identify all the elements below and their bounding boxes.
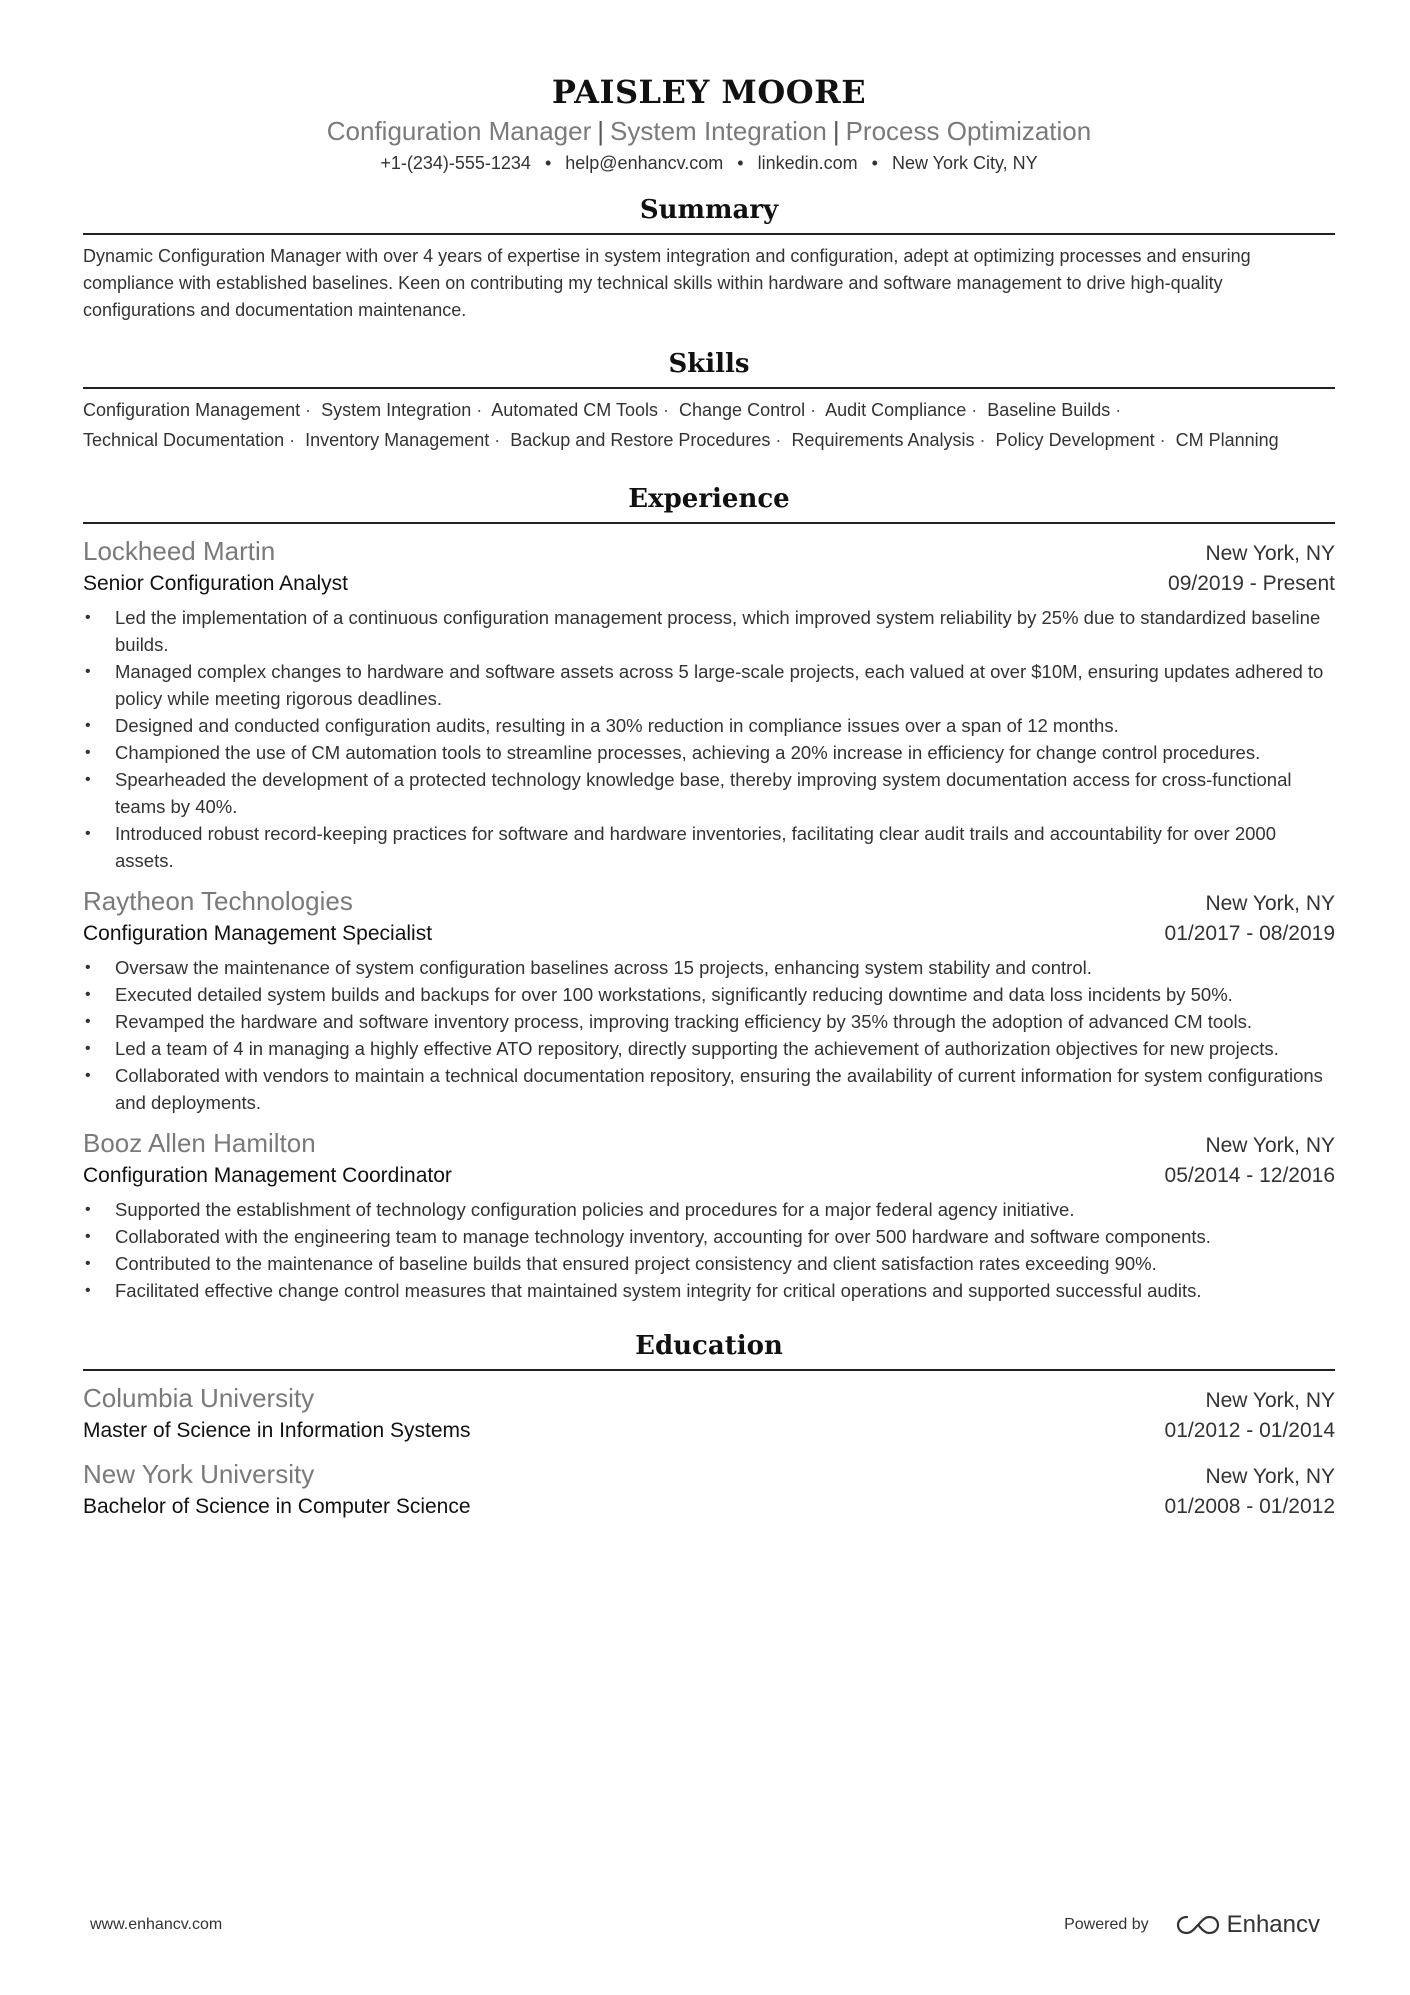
achievement-list [83,604,1335,874]
achievement-item: • Contributed to the maintenance of baseline builds that ensured project consistency and client satisfaction rates exceeding 90%. [83,1250,1335,1277]
skill-item: Audit Compliance [825,400,967,420]
degree-name: Master of Science in Information Systems [83,1419,471,1442]
skill-separator: · [810,400,817,420]
experience-role-row [83,1160,1335,1192]
skill-item: CM Planning [1175,430,1279,450]
contact-phone: +1-(234)-555-1234 [380,153,531,173]
experience-section [83,479,1335,1304]
headline-item: System Integration [610,116,827,146]
skill-separator: · [971,400,978,420]
enhancv-brand[interactable] [1175,1911,1320,1939]
contact-email: help@enhancv.com [565,153,724,173]
achievement-item: • Led the implementation of a continuous configuration management process, which improved system reliability by 25% due to standardized baseline builds. [83,604,1335,658]
education-title: Education [83,1326,1335,1371]
school-location: New York, NY [1205,1389,1335,1412]
skill-item: Baseline Builds [987,400,1111,420]
education-degree-row [83,1491,1335,1523]
job-dates: 01/2017 - 08/2019 [1164,922,1335,945]
school-name: New York University [83,1459,315,1489]
skill-separator: · [494,430,501,450]
education-dates: 01/2012 - 01/2014 [1164,1419,1335,1442]
skill-separator: · [775,430,782,450]
contact-separator: • [871,153,878,173]
achievement-item: • Facilitated effective change control measures that maintained system integrity for critical operations and supported successful audits. [83,1277,1335,1304]
achievement-item: • Supported the establishment of technology configuration policies and procedures for a major federal agency initiative. [83,1196,1335,1223]
experience-list [83,534,1335,1304]
experience-company-row [83,534,1335,568]
skill-item: Configuration Management [83,400,301,420]
job-location: New York, NY [1205,542,1335,565]
achievement-item: • Spearheaded the development of a protected technology knowledge base, thereby improving system documentation access for cross-functional teams by 40%. [83,766,1335,820]
job-title: Senior Configuration Analyst [83,572,348,595]
achievement-item: • Executed detailed system builds and backups for over 100 workstations, significantly reducing downtime and data loss incidents by 50%. [83,981,1335,1008]
company-name: Booz Allen Hamilton [83,1128,316,1158]
contact-line [83,150,1335,176]
headline-separator: | [597,116,605,146]
education-school-row [83,1457,1335,1491]
achievement-item: • Designed and conducted configuration audits, resulting in a 30% reduction in compliance issues over a span of 12 months. [83,712,1335,739]
skill-separator: · [305,400,312,420]
summary-section [83,190,1335,324]
job-title: Configuration Management Coordinator [83,1164,452,1187]
school-name: Columbia University [83,1383,315,1413]
page-footer [90,1905,1320,1945]
skill-item: Technical Documentation [83,430,285,450]
skill-item: Requirements Analysis [791,430,975,450]
candidate-name: PAISLEY MOORE [551,73,867,111]
skill-item: Backup and Restore Procedures [510,430,771,450]
degree-name: Bachelor of Science in Computer Science [83,1495,471,1518]
achievement-item: • Oversaw the maintenance of system configuration baselines across 15 projects, enhancing system stability and control. [83,954,1335,981]
contact-location: New York City, NY [891,153,1038,173]
experience-role-row [83,918,1335,950]
resume-page [83,0,1335,1523]
footer-branding [1064,1911,1320,1939]
achievement-list [83,1196,1335,1304]
skill-separator: · [1115,400,1122,420]
skill-item: Inventory Management [305,430,490,450]
job-location: New York, NY [1205,892,1335,915]
skills-section [83,344,1335,455]
job-dates: 05/2014 - 12/2016 [1164,1164,1335,1187]
skill-item: Policy Development [995,430,1155,450]
experience-role-row [83,568,1335,600]
experience-entry [83,534,1335,874]
education-school-row [83,1381,1335,1415]
job-dates: 09/2019 - Present [1168,572,1335,595]
contact-separator: • [544,153,552,173]
education-entry [83,1457,1335,1523]
job-title: Configuration Management Specialist [83,922,433,945]
education-list [83,1381,1335,1523]
skill-separator: · [979,430,986,450]
skill-separator: · [1159,430,1166,450]
education-entry [83,1381,1335,1447]
skill-separator: · [663,400,669,420]
experience-company-row [83,1126,1335,1160]
skill-item: System Integration [321,400,472,420]
experience-company-row [83,884,1335,918]
enhancv-logo-icon [1175,1914,1221,1936]
headline [83,114,1335,148]
powered-by-label: Powered by [1064,1916,1149,1933]
summary-title: Summary [83,190,1335,235]
company-name: Lockheed Martin [83,536,276,566]
headline-item: Configuration Manager [326,116,592,146]
achievement-item: • Managed complex changes to hardware and software assets across 5 large-scale projects, each valued at over $10M, ensuring updates adhered to policy while meeting rigorous deadlines. [83,658,1335,712]
company-name: Raytheon Technologies [83,886,353,916]
experience-title: Experience [83,479,1335,524]
school-location: New York, NY [1205,1465,1335,1488]
education-dates: 01/2008 - 01/2012 [1164,1495,1335,1518]
experience-entry [83,884,1335,1116]
contact-separator: • [737,153,744,173]
summary-text: Dynamic Configuration Manager with over 4 years of expertise in system integration and configuration, adept at optimizing processes and ensuring compliance with established baselines. Keen on contributing my technical skills within hardware and software management to drive high-quality configurations and documentation maintenance. [83,246,1251,320]
job-location: New York, NY [1205,1134,1335,1157]
skill-item: Change Control [679,400,806,420]
skills-list [83,395,1335,455]
skill-item: Automated CM Tools [491,400,658,420]
headline-item: Process Optimization [845,116,1092,146]
achievement-item: • Championed the use of CM automation tools to streamline processes, achieving a 20% increase in efficiency for change control procedures. [83,739,1335,766]
contact-linkedin: linkedin.com [757,153,858,173]
experience-entry [83,1126,1335,1304]
achievement-item: • Revamped the hardware and software inventory process, improving tracking efficiency by 35% through the adoption of advanced CM tools. [83,1008,1335,1035]
education-section [83,1326,1335,1523]
education-degree-row [83,1415,1335,1447]
achievement-item: • Collaborated with the engineering team to manage technology inventory, accounting for over 500 hardware and software components. [83,1223,1335,1250]
achievement-item: • Introduced robust record-keeping practices for software and hardware inventories, facilitating clear audit trails and accountability for over 2000 assets. [83,820,1335,874]
skill-separator: · [476,400,483,420]
footer-url[interactable]: www.enhancv.com [90,1916,223,1933]
resume-header [83,0,1335,176]
enhancv-brand-name: Enhancv [1226,1911,1320,1938]
achievement-item: • Collaborated with vendors to maintain a technical documentation repository, ensuring the availability of current information for system configurations and deployments. [83,1062,1335,1116]
achievement-list [83,954,1335,1116]
achievement-item: • Led a team of 4 in managing a highly effective ATO repository, directly supporting the achievement of authorization objectives for new projects. [83,1035,1335,1062]
skill-separator: · [289,430,296,450]
skills-title: Skills [83,344,1335,389]
headline-separator: | [832,116,840,146]
